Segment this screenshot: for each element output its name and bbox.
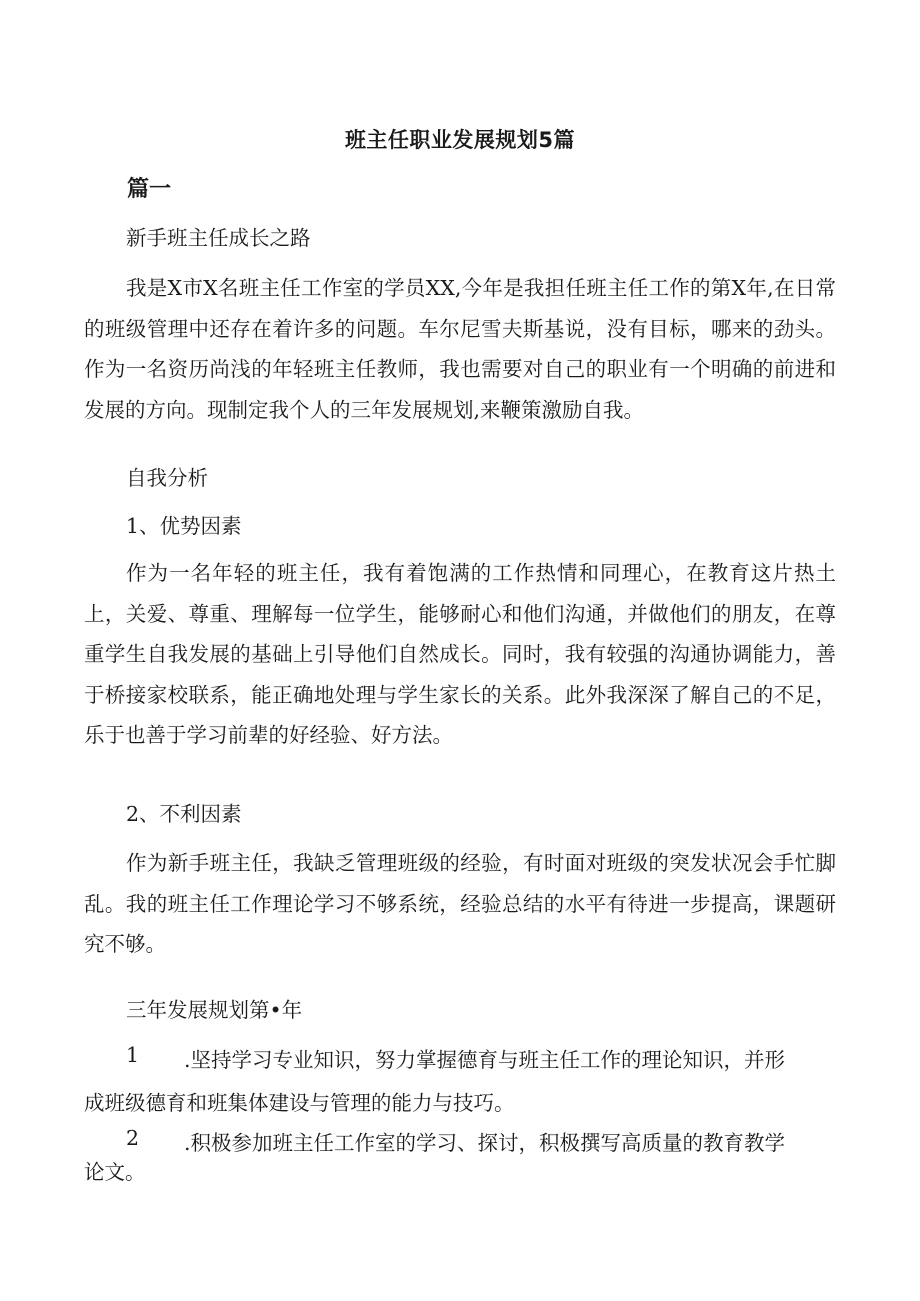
document-title: 班主任职业发展规划5篇: [344, 128, 576, 152]
advantages-paragraph: 作为一名年轻的班主任，我有着饱满的工作热情和同理心，在教育这片热土上，关爱、尊重、理解每一位学生，能够耐心和他们沟通，并做他们的朋友，在尊重学生自我发展的基础上引导他们自然成长。同时，我有较强的沟通协调能力，善于桥接家校联系，能正确地处理与学生家长的关系。此外我深深了解自己的不足，乐于也善于学习前辈的好经验、好方法。: [84, 561, 836, 747]
plan-item-line2: 成班级德育和班集体建设与管理的能力与技巧。: [84, 1091, 515, 1115]
part-heading: 篇一: [127, 177, 172, 202]
plan-item-number: 2: [126, 1126, 140, 1150]
plan-item-line2: 论文。: [84, 1160, 146, 1184]
plan-item-line1: .坚持学习专业知识，努力掌握德育与班主任工作的理论知识，并形: [184, 1048, 786, 1072]
plan-item-number: 1: [126, 1043, 140, 1067]
disadvantages-paragraph: 作为新手班主任，我缺乏管理班级的经验，有时面对班级的突发状况会手忙脚乱。我的班主任工作理论学习不够系统，经验总结的水平有待进一步提高，课题研究不够。: [84, 851, 836, 956]
plan-heading: 三年发展规划第•年: [126, 998, 303, 1022]
plan-item-line1: .积极参加班主任工作室的学习、探讨，积极撰写高质量的教育教学: [184, 1131, 786, 1155]
self-analysis-heading: 自我分析: [126, 466, 208, 490]
disadvantages-heading: 2、不利因素: [126, 802, 242, 826]
intro-paragraph: 我是X市X名班主任工作室的学员XX,今年是我担任班主任工作的第X年,在日常的班级管理中还存在着许多的问题。车尔尼雪夫斯基说，没有目标，哪来的劲头。作为一名资历尚浅的年轻班主任教师，我也需要对自己的职业有一个明确的前进和发展的方向。现制定我个人的三年发展规划,来鞭策激励自我。: [84, 276, 836, 422]
advantages-heading: 1、优势因素: [126, 514, 242, 538]
section-subtitle: 新手班主任成长之路: [126, 226, 311, 250]
